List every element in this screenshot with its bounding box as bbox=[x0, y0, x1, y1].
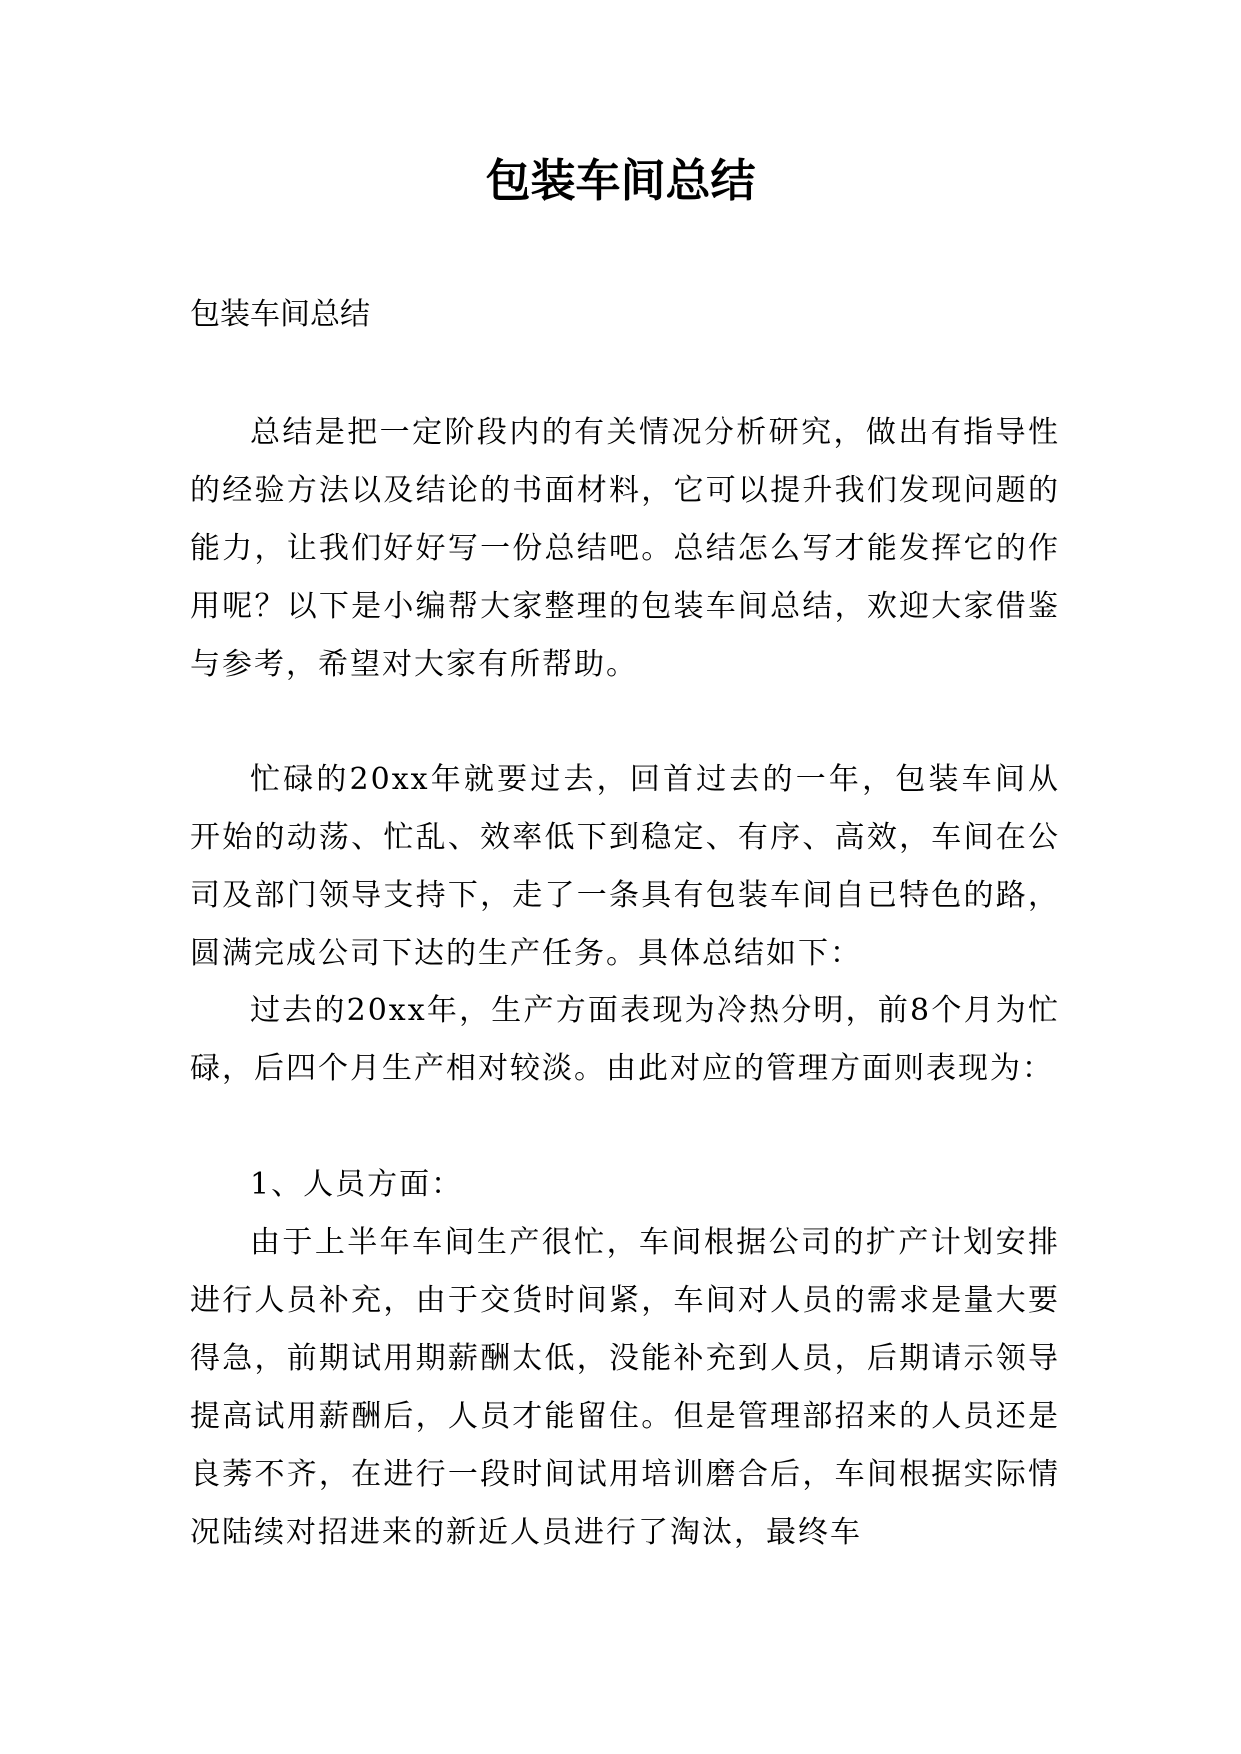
section-heading-personnel: 1、人员方面： bbox=[250, 1167, 464, 1202]
paragraph-intro: 总结是把一定阶段内的有关情况分析研究，做出有指导性的经验方法以及结论的书面材料，它可以提升我们发现问题的能力，让我们好好写一份总结吧。总结怎么写才能发挥它的作用呢？以下是小编帮大家整理的包装车间总结，欢迎大家借鉴与参考，希望对大家有所帮助。 bbox=[190, 415, 1060, 682]
paragraph-personnel: 由于上半年车间生产很忙，车间根据公司的扩产计划安排进行人员补充，由于交货时间紧，车间对人员的需求是量大要得急，前期试用期薪酬太低，没能补充到人员，后期请示领导提高试用薪酬后，人员才能留住。但是管理部招来的人员还是良莠不齐，在进行一段时间试用培训磨合后，车间根据实际情况陆续对招进来的新近人员进行了淘汰，最终车 bbox=[190, 1225, 1060, 1550]
paragraph-overview: 忙碌的20xx年就要过去，回首过去的一年，包装车间从开始的动荡、忙乱、效率低下到稳定、有序、高效，车间在公司及部门领导支持下，走了一条具有包装车间自已特色的路，圆满完成公司下达的生产任务。具体总结如下： bbox=[190, 762, 1060, 971]
paragraph-production: 过去的20xx年，生产方面表现为冷热分明，前8个月为忙碌，后四个月生产相对较淡。由此对应的管理方面则表现为： bbox=[190, 993, 1060, 1086]
document-subtitle: 包装车间总结 bbox=[190, 297, 370, 332]
document-title: 包装车间总结 bbox=[485, 154, 756, 207]
